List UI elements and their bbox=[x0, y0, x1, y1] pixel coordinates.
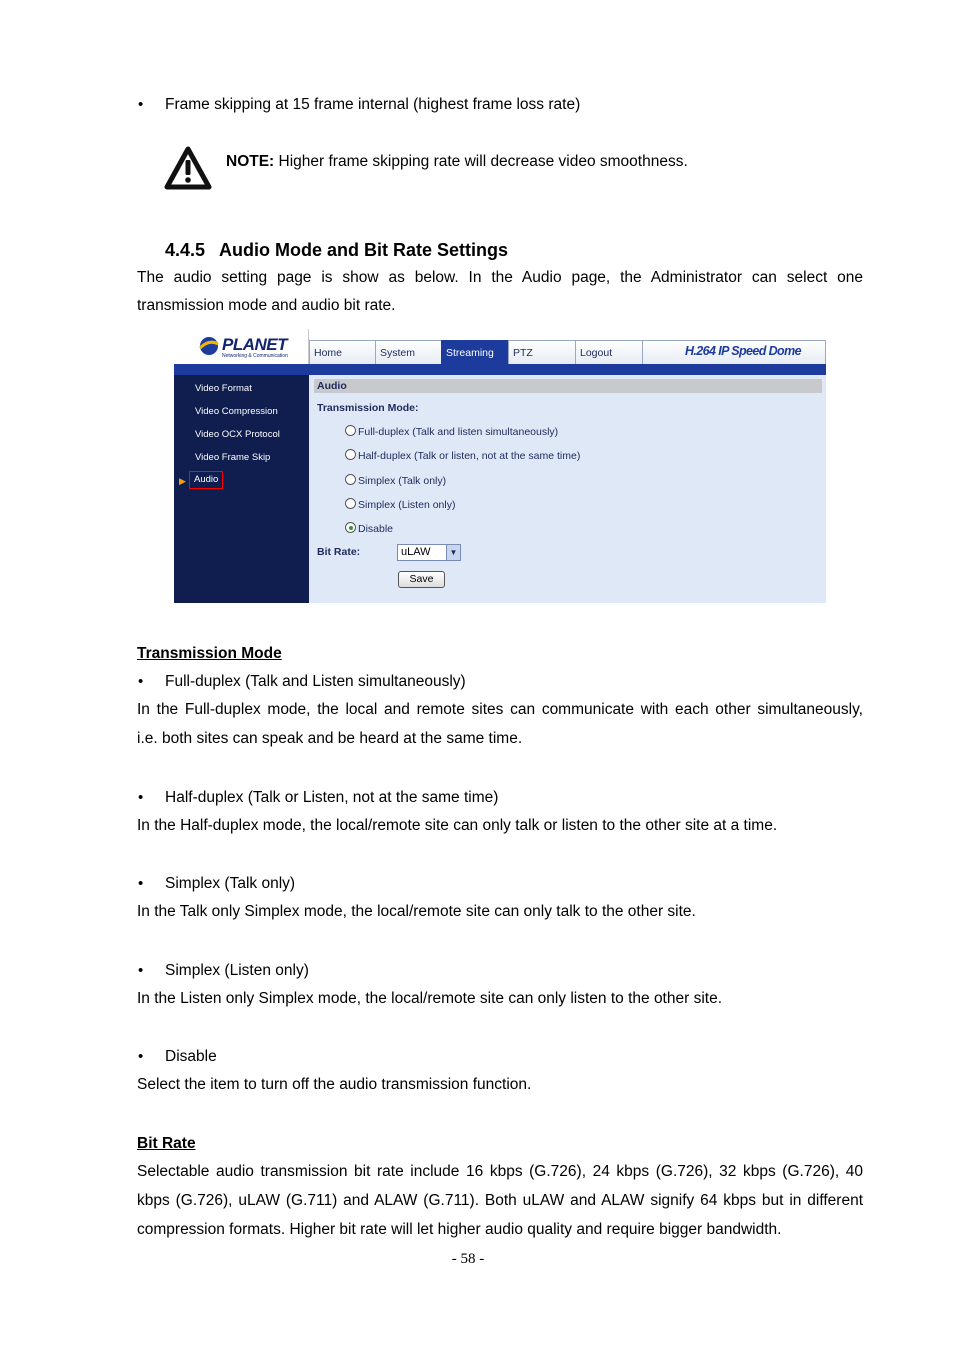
save-button[interactable]: Save bbox=[398, 571, 445, 588]
simplex-talk-bullet: Simplex (Talk only) bbox=[165, 875, 296, 892]
section-number: 4.4.5 bbox=[165, 240, 206, 260]
section-intro-line1: The audio setting page is show as below. In the Audio page, the Administrator can select one bbox=[137, 269, 863, 286]
option-simplex-listen[interactable] bbox=[345, 498, 455, 512]
globe-icon bbox=[198, 335, 220, 357]
planet-logo bbox=[174, 329, 309, 367]
option-label: Full-duplex (Talk and listen simultaneously) bbox=[358, 426, 559, 438]
radio-icon[interactable] bbox=[345, 449, 356, 460]
sidebar-item-video-ocx-protocol[interactable]: Video OCX Protocol bbox=[195, 429, 280, 440]
disable-bullet: Disable bbox=[165, 1048, 217, 1065]
bit-rate-heading: Bit Rate bbox=[137, 1135, 196, 1152]
full-duplex-desc-line2: i.e. both sites can speak and be heard at the same time. bbox=[137, 730, 523, 747]
bullet-dot: • bbox=[138, 673, 144, 690]
sidebar-item-video-frame-skip[interactable]: Video Frame Skip bbox=[195, 452, 271, 463]
radio-icon[interactable] bbox=[345, 474, 356, 485]
bullet-dot: • bbox=[138, 789, 144, 806]
full-duplex-desc-line1: In the Full-duplex mode, the local and remote sites can communicate with each other simultaneously, bbox=[137, 701, 863, 718]
nav-ptz[interactable]: PTZ bbox=[508, 340, 576, 364]
note-text bbox=[226, 153, 688, 171]
nav-system[interactable]: System bbox=[375, 340, 442, 364]
radio-icon[interactable] bbox=[345, 425, 356, 436]
logo-text: PLANET bbox=[222, 335, 287, 354]
sidebar-item-audio[interactable]: Audio bbox=[189, 471, 223, 489]
sidebar-item-video-format[interactable]: Video Format bbox=[195, 383, 252, 394]
nav-home[interactable]: Home bbox=[309, 340, 376, 364]
option-label: Disable bbox=[358, 523, 394, 535]
audio-settings-screenshot bbox=[174, 329, 826, 603]
option-label: Simplex (Talk only) bbox=[358, 475, 447, 487]
transmission-mode-heading: Transmission Mode bbox=[137, 645, 282, 662]
nav-streaming[interactable]: Streaming bbox=[441, 340, 509, 364]
bit-rate-line2: kbps (G.726), uLAW (G.711) and ALAW (G.711). Both uLAW and ALAW signify 64 kbps but in different bbox=[137, 1192, 863, 1209]
option-simplex-talk[interactable] bbox=[345, 474, 446, 488]
section-title: Audio Mode and Bit Rate Settings bbox=[219, 240, 509, 260]
header-stripe bbox=[174, 364, 826, 375]
sidebar-item-video-compression[interactable]: Video Compression bbox=[195, 406, 278, 417]
chevron-down-icon[interactable]: ▼ bbox=[446, 545, 460, 560]
note-label: NOTE: bbox=[226, 153, 275, 170]
simplex-talk-desc: In the Talk only Simplex mode, the local/remote site can only talk to the other site. bbox=[137, 903, 696, 920]
option-label: Simplex (Listen only) bbox=[358, 499, 456, 511]
brand-text: H.264 IP Speed Dome bbox=[685, 344, 801, 358]
bullet-dot: • bbox=[138, 1048, 144, 1065]
bit-rate-select[interactable] bbox=[397, 544, 461, 561]
sidebar bbox=[174, 375, 309, 603]
bullet-dot: • bbox=[138, 96, 144, 113]
simplex-listen-bullet: Simplex (Listen only) bbox=[165, 962, 309, 979]
disable-desc: Select the item to turn off the audio transmission function. bbox=[137, 1076, 532, 1093]
bullet-dot: • bbox=[138, 875, 144, 892]
section-intro-line2: transmission mode and audio bit rate. bbox=[137, 297, 396, 314]
full-duplex-bullet: Full-duplex (Talk and Listen simultaneously) bbox=[165, 673, 466, 690]
bit-rate-value: uLAW bbox=[401, 546, 431, 558]
radio-icon[interactable] bbox=[345, 498, 356, 509]
intro-bullet-text: Frame skipping at 15 frame internal (highest frame loss rate) bbox=[165, 96, 581, 113]
bit-rate-label: Bit Rate: bbox=[317, 546, 361, 558]
note-body: Higher frame skipping rate will decrease video smoothness. bbox=[274, 153, 688, 170]
panel-title: Audio bbox=[314, 379, 822, 393]
warning-icon bbox=[164, 146, 212, 190]
audio-panel bbox=[309, 375, 826, 603]
option-full-duplex[interactable] bbox=[345, 425, 558, 439]
option-disable[interactable] bbox=[345, 522, 393, 536]
radio-selected-icon[interactable] bbox=[345, 522, 356, 533]
bit-rate-line1: Selectable audio transmission bit rate include 16 kbps (G.726), 24 kbps (G.726), 32 kbps (G.726), 40 bbox=[137, 1163, 863, 1180]
option-half-duplex[interactable] bbox=[345, 449, 580, 463]
arrow-right-icon: ▶ bbox=[179, 476, 186, 486]
simplex-listen-desc: In the Listen only Simplex mode, the local/remote site can only listen to the other site. bbox=[137, 990, 723, 1007]
half-duplex-bullet: Half-duplex (Talk or Listen, not at the same time) bbox=[165, 789, 499, 806]
half-duplex-desc: In the Half-duplex mode, the local/remote site can only talk or listen to the other site at a time. bbox=[137, 817, 778, 834]
section-heading bbox=[165, 239, 508, 261]
product-brand bbox=[642, 340, 826, 364]
transmission-mode-label: Transmission Mode: bbox=[317, 402, 419, 414]
page-number: - 58 - bbox=[451, 1251, 485, 1267]
logo-subtext: Networking & Communication bbox=[222, 353, 288, 359]
option-label: Half-duplex (Talk or listen, not at the same time) bbox=[358, 450, 581, 462]
nav-logout[interactable]: Logout bbox=[575, 340, 643, 364]
bit-rate-line3: compression formats. Higher bit rate will let higher audio quality and require bigger bandwidth. bbox=[137, 1221, 782, 1238]
bullet-dot: • bbox=[138, 962, 144, 979]
